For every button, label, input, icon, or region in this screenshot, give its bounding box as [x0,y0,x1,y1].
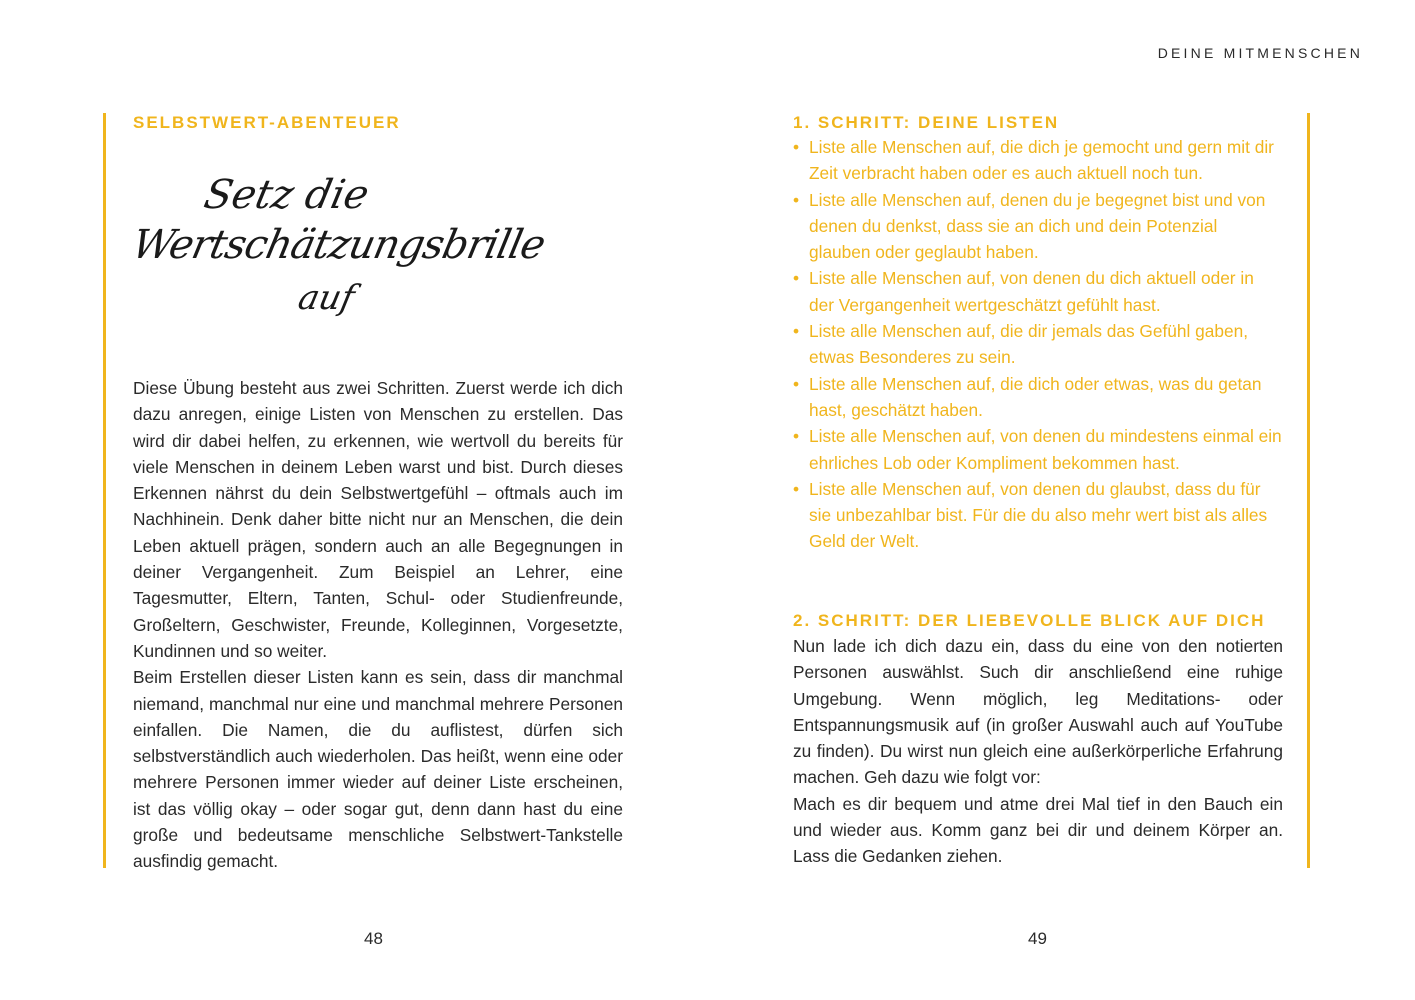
paragraph: Beim Erstellen dieser Listen kann es sein, dass dir manchmal niemand, manchmal nur eine und manchmal mehrere Personen einfallen. Die Namen, die du auflistest, dürfen sich selbstverständlich auch wiederholen. Das heißt, wenn eine oder mehrere Personen immer wieder auf deiner Liste erscheinen, ist das völlig okay – oder sogar gut, denn dann hast du eine große und bedeutsame menschliche Selbstwert-Tankstelle ausfindig gemacht. [133,667,623,872]
script-title-line-1: Setz die [200,172,373,218]
page-number-left: 48 [364,929,383,948]
list-item: • Liste alle Menschen auf, von denen du mindestens einmal ein ehrliches Lob oder Kompliment bekommen hast. [793,423,1283,476]
list-item: • Liste alle Menschen auf, die dich oder etwas, was du getan hast, geschätzt haben. [793,371,1283,424]
list-item: • Liste alle Menschen auf, die dich je gemocht und gern mit dir Zeit verbracht haben oder es auch aktuell noch tun. [793,134,1283,187]
list-item: • Liste alle Menschen auf, denen du je begegnet bist und von denen du denkst, dass sie an dich und dein Potenzial glauben oder geglaubt haben. [793,187,1283,266]
list-item: • Liste alle Menschen auf, die dir jemals das Gefühl gaben, etwas Besonderes zu sein. [793,318,1283,371]
left-accent-rule [103,113,106,868]
script-title [128,170,549,340]
step2-heading: 2. SCHRITT: DER LIEBEVOLLE BLICK AUF DICH [793,611,1266,630]
paragraph: Diese Übung besteht aus zwei Schritten. Zuerst werde ich dich dazu anregen, einige Listen von Menschen zu erstellen. Das wird dir dabei helfen, zu erkennen, wie wertvoll du bereits für viele Menschen in deinem Leben warst und bist. Durch dieses Erkennen nährst du dein Selbstwertgefühl – oftmals auch im Nachhinein. Denk daher bitte nicht nur an Menschen, die dein Leben aktuell prägen, sondern auch an alle Begegnungen in deiner Vergangenheit. Zum Beispiel an Lehrer, eine Tagesmutter, Eltern, Tanten, Schul- oder Studienfreunde, Großeltern, Geschwister, Freunde, Kolleginnen, Vorgesetzte, Kundinnen und so weiter. [133,378,623,661]
running-head: DEINE MITMENSCHEN [1157,45,1363,61]
step2-text [793,633,1283,870]
script-title-line-3: auf [294,278,359,318]
step2-section [793,611,1283,870]
step1-section [793,113,1283,555]
left-body-text [133,375,623,875]
right-accent-rule [1307,113,1310,868]
step1-heading: 1. SCHRITT: DEINE LISTEN [793,113,1060,132]
step1-list [793,134,1283,555]
list-item: • Liste alle Menschen auf, von denen du glaubst, dass du für sie unbezahlbar bist. Für die du also mehr wert bist als alles Geld der Welt. [793,476,1283,555]
left-page-header [133,113,623,133]
paragraph: Nun lade ich dich dazu ein, dass du eine von den notierten Personen auswählst. Such dir anschließend eine ruhige Umgebung. Wenn möglich, leg Meditations- oder Entspannungsmusik auf (in großer Auswahl auch auf YouTube zu finden). Du wirst nun gleich eine außerkörperliche Erfahrung machen. Geh dazu wie folgt vor: [793,636,1283,788]
paragraph: Mach es dir bequem und atme drei Mal tief in den Bauch ein und wieder aus. Komm ganz bei dir und deinem Körper an. Lass die Gedanken ziehen. [793,793,1283,867]
list-item: • Liste alle Menschen auf, von denen du dich aktuell oder in der Vergangenheit wertgeschätzt gefühlt hast. [793,265,1283,318]
section-label: SELBSTWERT-ABENTEUER [133,113,401,132]
script-title-line-2: Wertschätzungsbrille [128,222,549,268]
page-number-right: 49 [1028,929,1047,948]
